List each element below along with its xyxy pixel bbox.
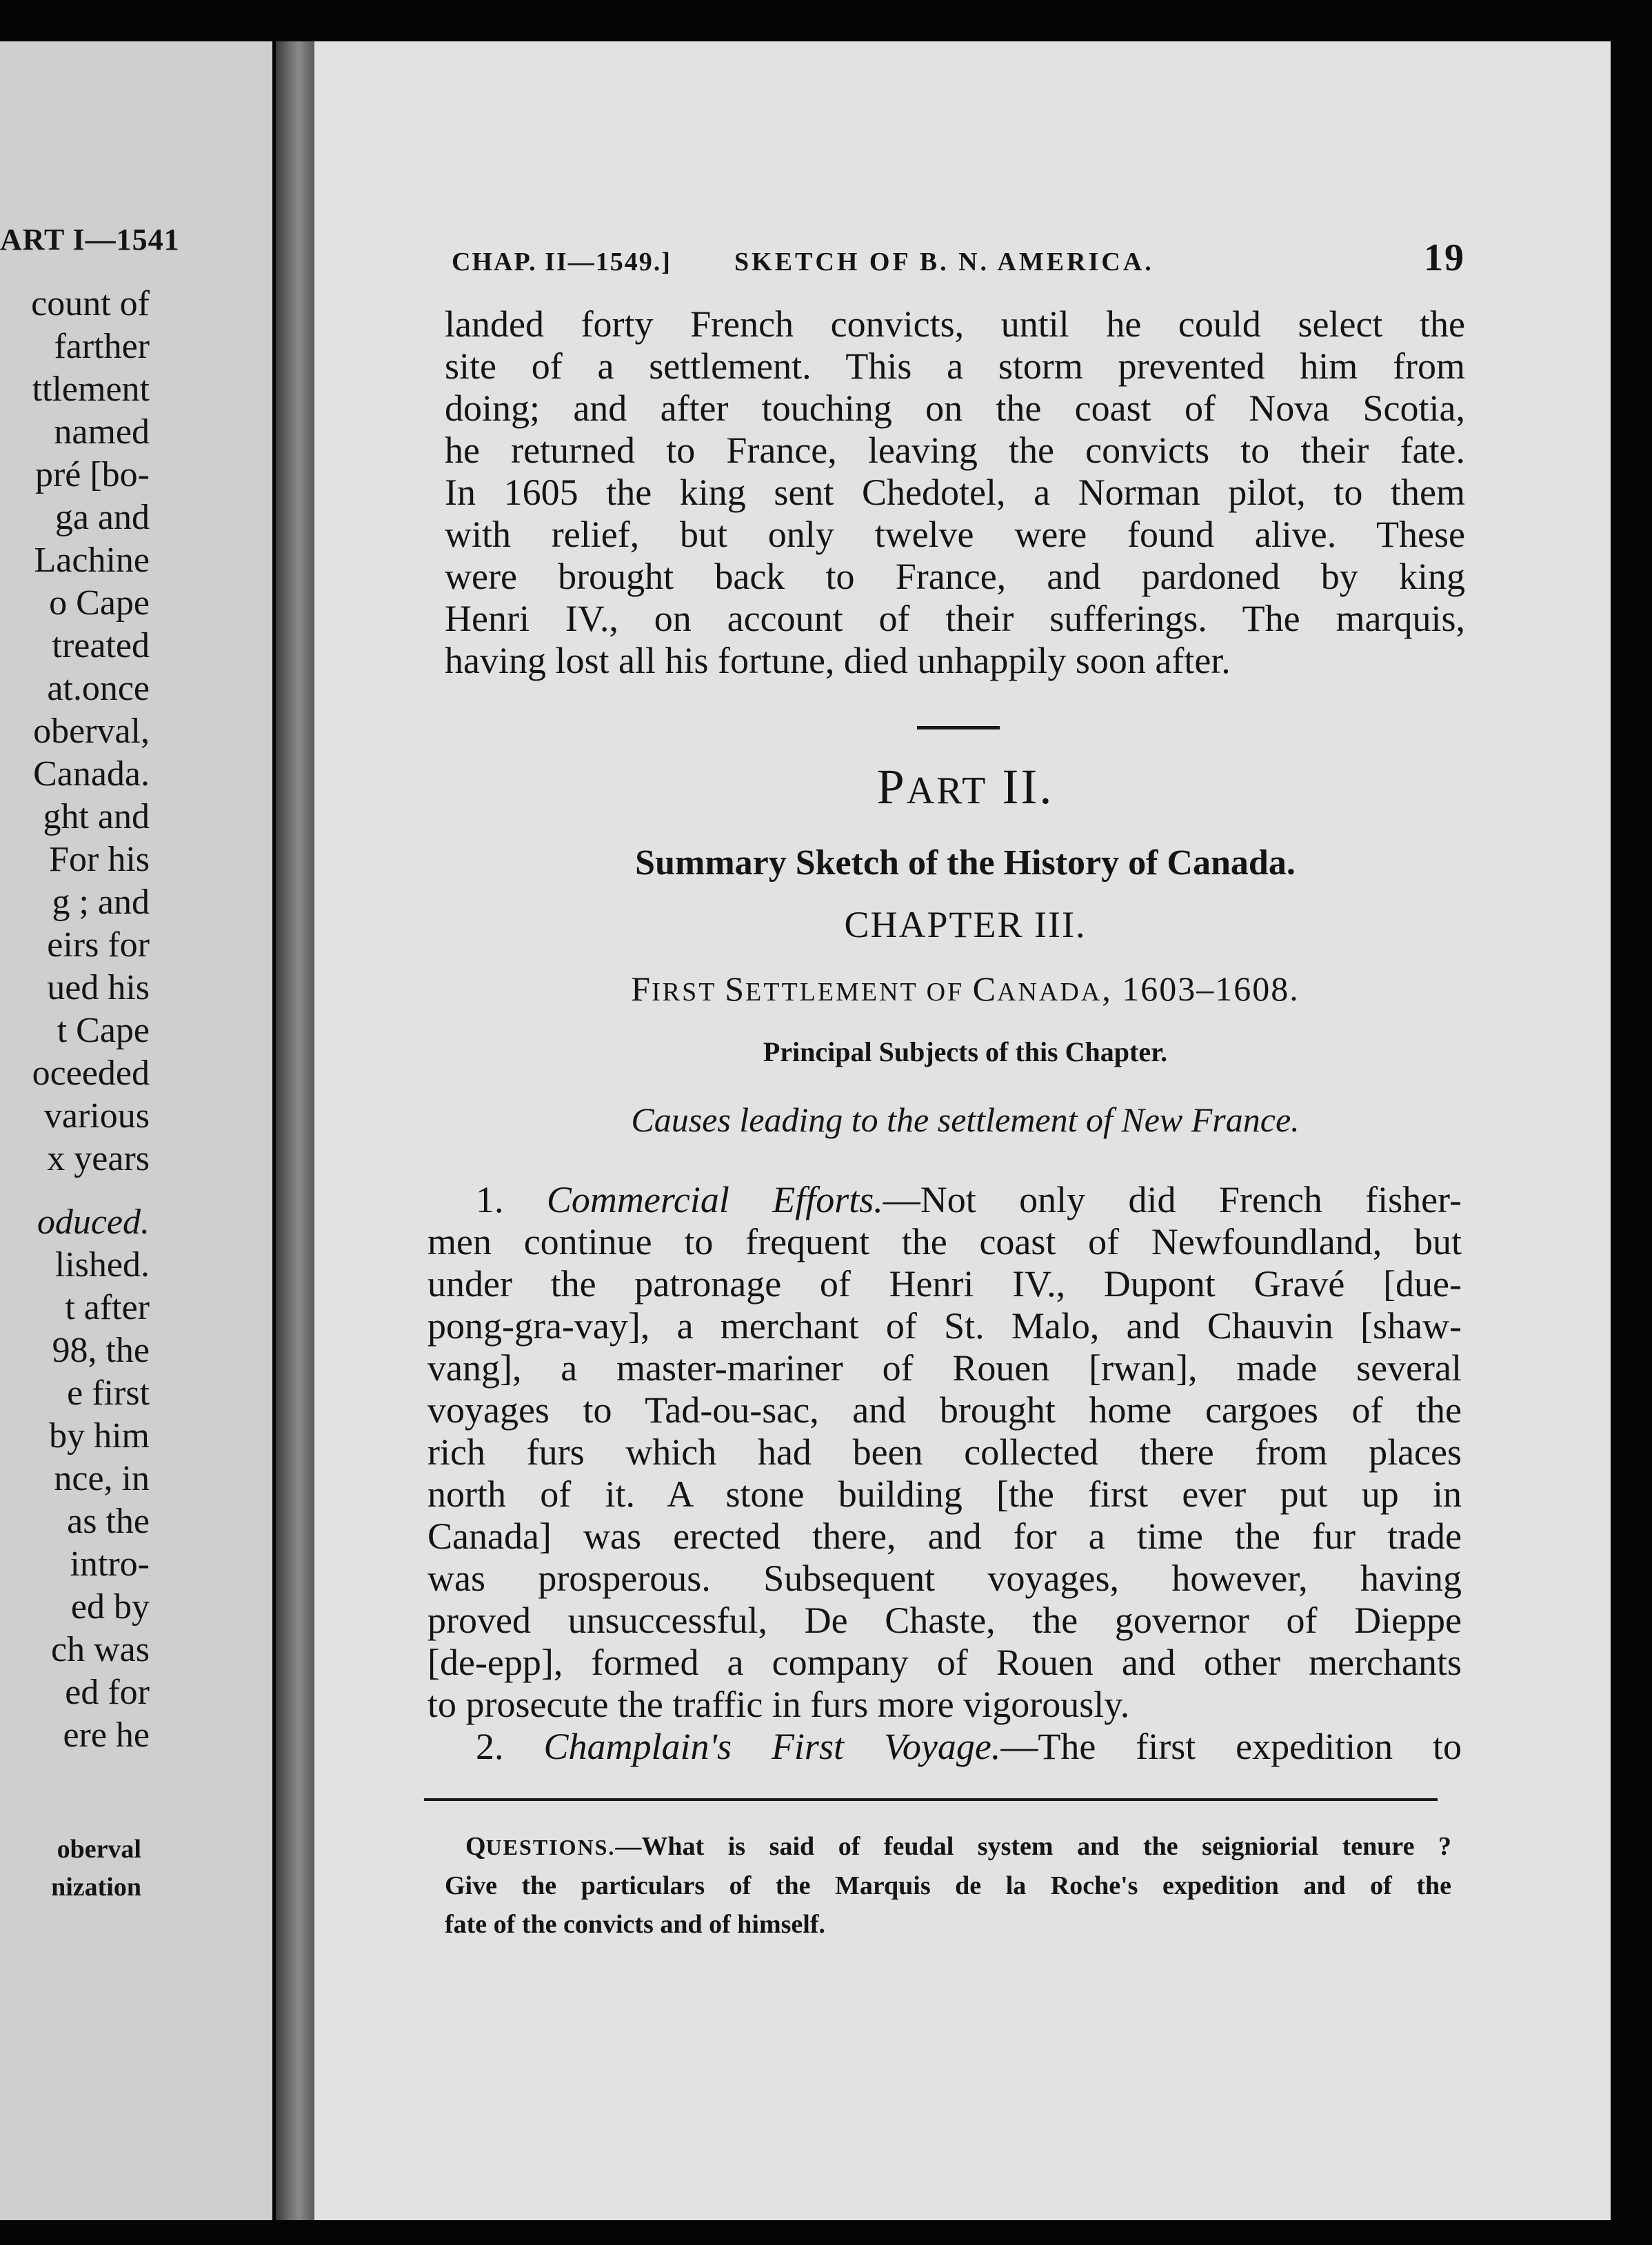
left-page-line: e first [67, 1373, 150, 1413]
section-divider [917, 726, 1000, 729]
text-line: proved unsuccessful, De Chaste, the governor of Dieppe [427, 1600, 1462, 1641]
left-page-line: ch was [51, 1630, 150, 1669]
text-line: were brought back to France, and pardoned by king [445, 556, 1465, 597]
text-line: Canada] was erected there, and for a time the fur trade [427, 1516, 1462, 1557]
text-line: north of it. A stone building [the first ever put up in [427, 1473, 1462, 1515]
left-page-line: o Cape [49, 583, 150, 623]
left-page-line: ed for [65, 1673, 150, 1712]
left-page-line: t Cape [57, 1011, 150, 1050]
left-page-line: various [43, 1096, 150, 1136]
questions-label-cap: Q [465, 1832, 486, 1861]
section-1-paragraph [427, 1179, 1462, 1768]
chapter-subtitle [414, 969, 1517, 1009]
left-page-line: by him [49, 1416, 150, 1456]
questions-label-rest: UESTIONS. [485, 1835, 616, 1860]
text-line: pong-gra-vay], a merchant of St. Malo, and Chauvin [shaw- [427, 1305, 1462, 1347]
text-line: vang], a master-mariner of Rouen [rwan], made several [427, 1347, 1462, 1389]
subtitle-sc: ANADA [997, 978, 1102, 1007]
text-line: having lost all his fortune, died unhappily soon after. [445, 640, 1231, 681]
questions-line: Give the particulars of the Marquis de la Roche's expedition and of the [445, 1871, 1451, 1900]
section-heading: Commercial Efforts. [546, 1179, 883, 1220]
page-number: 19 [1424, 236, 1465, 279]
text-line: men continue to frequent the coast of Newfoundland, but [427, 1221, 1462, 1262]
left-facing-page [0, 41, 272, 2220]
text-line: with relief, but only twelve were found alive. These [445, 514, 1465, 555]
text-line: voyages to Tad-ou-sac, and brought home cargoes of the [427, 1389, 1462, 1431]
questions-line [445, 1827, 1451, 1866]
subtitle-dates: , 1603–1608. [1102, 969, 1300, 1008]
text-line [427, 1726, 1462, 1768]
text-line [427, 1179, 1462, 1221]
left-page-line: treated [52, 626, 150, 665]
left-page-line: Lachine [34, 541, 150, 580]
left-page-line: g ; and [52, 883, 150, 922]
text-line: he returned to France, leaving the convicts to their fate. [445, 430, 1465, 471]
part-title-initial: P [876, 759, 907, 814]
part-title-rest: ART [906, 769, 988, 812]
questions-line: fate of the convicts and of himself. [445, 1910, 825, 1939]
section-number: 1. [476, 1179, 504, 1220]
questions-footnote [445, 1827, 1451, 1944]
running-head [452, 236, 1472, 283]
intro-paragraph [445, 303, 1465, 682]
left-page-line: farther [54, 327, 150, 366]
text-line: to prosecute the traffic in furs more vigorously. [427, 1684, 1130, 1725]
summary-title: Summary Sketch of the History of Canada. [635, 843, 1296, 883]
questions-text: —What is said of feudal system and the seigniorial tenure ? [615, 1832, 1451, 1861]
subtitle-cap: S [725, 969, 746, 1008]
section-text: —Not only did French fisher- [883, 1179, 1462, 1220]
left-page-line: nce, in [54, 1459, 150, 1498]
subtitle-cap: C [972, 969, 998, 1008]
section-heading: Champlain's First Voyage. [543, 1726, 1001, 1767]
subtitle-sc: OF [926, 978, 973, 1007]
left-page-line: Canada. [33, 754, 150, 794]
left-page-line: x years [47, 1139, 150, 1178]
left-page-line: ere he [63, 1715, 150, 1755]
text-line: Henri IV., on account of their sufferings. The marquis, [445, 598, 1465, 639]
part-title [414, 758, 1517, 816]
left-page-line: count of [31, 284, 150, 323]
book-spine [276, 41, 314, 2220]
section-number: 2. [476, 1726, 504, 1767]
left-page-line: ed by [70, 1587, 150, 1627]
causes-line: Causes leading to the settlement of New France. [631, 1100, 1300, 1139]
left-questions-line: nization [51, 1873, 141, 1902]
text-line: doing; and after touching on the coast of Nova Scotia, [445, 387, 1465, 429]
left-page-header: ART I—1541 [0, 223, 180, 256]
text-line: In 1605 the king sent Chedotel, a Norman pilot, to them [445, 472, 1465, 513]
left-page-line: ght and [43, 797, 150, 836]
text-line: landed forty French convicts, until he could select the [445, 303, 1465, 345]
text-line: [de-epp], formed a company of Rouen and other merchants [427, 1642, 1462, 1683]
left-questions-line: oberval [57, 1835, 141, 1864]
left-page-line: ued his [47, 968, 150, 1007]
text-line: under the patronage of Henri IV., Dupont Gravé [due- [427, 1263, 1462, 1305]
left-page-line: oduced. [37, 1202, 150, 1242]
text-line: rich furs which had been collected there from places [427, 1431, 1462, 1473]
section-text: —The first expedition to [1000, 1726, 1462, 1767]
left-page-line: t after [65, 1288, 150, 1327]
left-page-line: lished. [54, 1245, 150, 1285]
running-head-title: SKETCH OF B. N. AMERICA. [734, 248, 1154, 276]
part-title-numeral: II. [987, 759, 1054, 814]
left-page-line: named [54, 412, 150, 452]
text-line: site of a settlement. This a storm prevented him from [445, 345, 1465, 387]
left-page-line: intro- [70, 1544, 150, 1584]
left-page-line: oceeded [32, 1054, 150, 1093]
text-line: was prosperous. Subsequent voyages, however, having [427, 1558, 1462, 1599]
subtitle-sc: ETTLEMENT [745, 978, 927, 1007]
running-head-chapter: CHAP. II—1549.] [452, 248, 672, 276]
left-page-line: as the [67, 1502, 150, 1541]
left-page-line: oberval, [33, 712, 150, 751]
footnote-rule [424, 1798, 1438, 1801]
chapter-title: CHAPTER III. [844, 904, 1087, 945]
principal-subjects: Principal Subjects of this Chapter. [763, 1036, 1168, 1067]
left-page-line: pré [bo- [34, 455, 150, 494]
left-page-line: eirs for [47, 925, 150, 965]
left-page-line: at.once [47, 669, 150, 708]
subtitle-cap: F [631, 969, 652, 1008]
left-page-line: 98, the [52, 1331, 150, 1370]
left-page-line: ga and [54, 498, 150, 537]
subtitle-sc: IRST [652, 978, 725, 1007]
left-page-line: ttlement [32, 370, 150, 409]
left-page-line: For his [49, 840, 150, 879]
